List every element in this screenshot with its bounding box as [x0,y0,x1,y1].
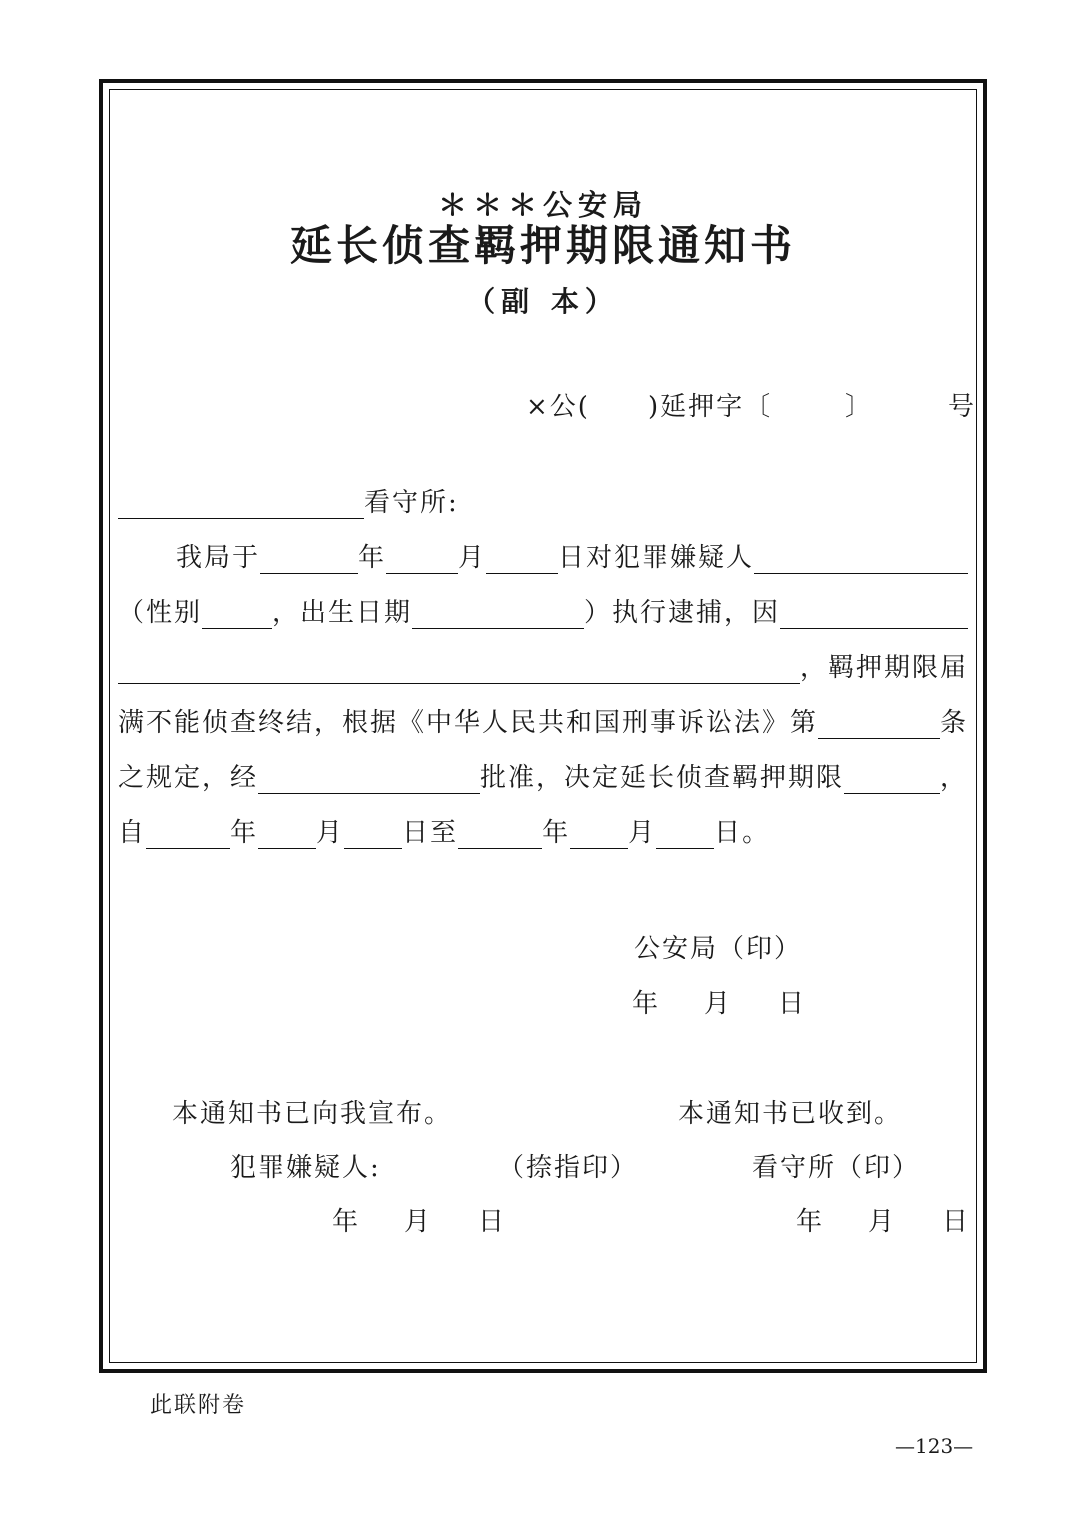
detention-year: 年 [796,1207,825,1237]
suspect-name-blank[interactable] [754,545,968,574]
body-line-5 [118,760,968,794]
reason-blank-2[interactable] [118,655,800,684]
doc-number-suffix: 号 [948,392,977,422]
body-text: 我局于 [176,543,261,573]
start-month-blank[interactable] [258,820,316,849]
recipient-line [118,485,968,519]
body-text: 月 [316,818,345,848]
body-text: ）执行逮捕，因 [584,598,781,628]
doc-number-prefix: ×公( [526,392,590,422]
body-text: 日对犯罪嫌疑人 [558,543,755,573]
body-line-6 [118,815,968,849]
suspect-month: 月 [404,1207,433,1237]
body-text: 满不能侦查终结，根据《中华人民共和国刑事诉讼法》第 [118,708,819,738]
start-year-blank[interactable] [146,820,230,849]
copy-label: （副 本） [467,285,619,318]
body-text: 之规定，经 [118,763,259,793]
article-number-blank[interactable] [818,710,940,739]
reason-blank-1[interactable] [780,600,968,629]
body-text: 日。 [714,818,771,848]
body-text: 年 [542,818,571,848]
detention-month: 月 [868,1207,897,1237]
document-inner-border [109,89,977,1363]
body-text: 年 [358,543,387,573]
document-title: 延长侦查羁押期限通知书 [289,221,796,270]
thumbprint-label: （捺指印） [498,1153,639,1183]
start-day-blank[interactable] [344,820,402,849]
body-text: 年 [230,818,259,848]
end-day-blank[interactable] [656,820,714,849]
body-text: 月 [458,543,487,573]
issuer-name: ＊＊＊公安局 [437,188,648,222]
body-text: 日至 [402,818,459,848]
body-line-3 [118,650,968,684]
body-text: 条 [939,708,968,738]
arrest-year-blank[interactable] [260,545,358,574]
arrest-month-blank[interactable] [386,545,458,574]
detention-notice: 本通知书已收到。 [678,1099,903,1129]
page-number: —123— [895,1434,974,1458]
suspect-year: 年 [332,1207,361,1237]
signature-year: 年 [632,989,661,1019]
gender-blank[interactable] [202,600,272,629]
police-seal-label: 公安局（印） [634,934,803,964]
body-text: ，出生日期 [272,598,413,628]
signature-month: 月 [704,989,733,1019]
end-year-blank[interactable] [458,820,542,849]
suspect-notice: 本通知书已向我宣布。 [172,1099,453,1129]
end-month-blank[interactable] [570,820,628,849]
body-text: ，羁押期限届 [799,653,968,683]
extension-period-blank[interactable] [844,765,940,794]
approver-blank[interactable] [258,765,480,794]
body-text: ， [939,763,968,793]
body-text: 批准，决定延长侦查羁押期限 [480,763,845,793]
body-text: 自 [118,818,147,848]
recipient-suffix: 看守所: [364,488,459,518]
body-line-4 [118,705,968,739]
detention-seal-label: 看守所（印） [752,1153,921,1183]
document-outer-border [99,79,987,1373]
suspect-label: 犯罪嫌疑人: [230,1153,381,1183]
doc-number-bracket-close: 〕 [845,392,874,422]
suspect-day: 日 [478,1207,507,1237]
body-line-1 [118,540,968,574]
arrest-day-blank[interactable] [486,545,558,574]
detention-day: 日 [942,1207,971,1237]
doc-number-middle: )延押字〔 [648,392,773,422]
body-text: 月 [628,818,657,848]
footer-note: 此联附卷 [150,1393,247,1418]
signature-day: 日 [778,989,807,1019]
birth-date-blank[interactable] [412,600,584,629]
recipient-blank[interactable] [118,490,364,519]
body-text: （性别 [118,598,203,628]
body-line-2 [118,595,968,629]
